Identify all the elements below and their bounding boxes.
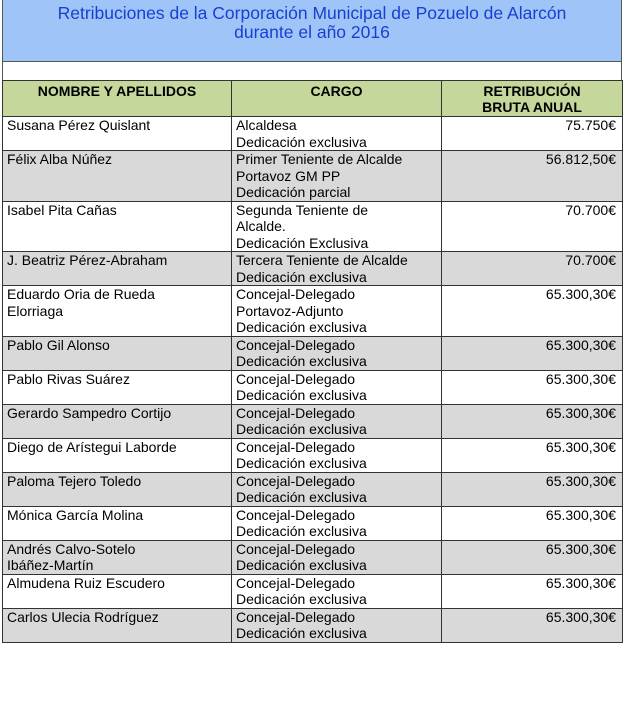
cell-name xyxy=(3,404,232,438)
cell-name xyxy=(3,117,232,151)
position-line: Dedicación exclusiva xyxy=(236,387,367,403)
position-line: Concejal-Delegado xyxy=(236,438,356,455)
position-line: Concejal-Delegado xyxy=(236,286,356,302)
cell-salary: 65.300,30€ xyxy=(442,404,623,438)
position-line: Concejal-Delegado xyxy=(236,472,356,489)
table-row xyxy=(3,608,623,642)
cell-name xyxy=(3,286,232,337)
cell-salary: 70.700€ xyxy=(442,252,623,286)
cell-salary: 65.300,30€ xyxy=(442,540,623,574)
document-title xyxy=(2,0,622,62)
table-row xyxy=(3,472,623,506)
cell-name xyxy=(3,438,232,472)
table-row xyxy=(3,336,623,370)
table-row xyxy=(3,370,623,404)
position-line: Portavoz GM PP xyxy=(236,167,341,184)
header-name: NOMBRE Y APELLIDOS xyxy=(3,81,232,117)
position-line: Concejal-Delegado xyxy=(236,370,356,387)
table-row xyxy=(3,574,623,608)
cell-position xyxy=(232,336,442,370)
cell-salary: 65.300,30€ xyxy=(442,336,623,370)
cell-name xyxy=(3,540,232,574)
cell-salary: 65.300,30€ xyxy=(442,574,623,608)
cell-salary: 65.300,30€ xyxy=(442,608,623,642)
table-row xyxy=(3,438,623,472)
title-line-2: durante el año 2016 xyxy=(234,22,390,42)
cell-position xyxy=(232,574,442,608)
position-line: Dedicación exclusiva xyxy=(236,421,367,437)
cell-name xyxy=(3,252,232,286)
cell-name xyxy=(3,336,232,370)
cell-salary: 75.750€ xyxy=(442,117,623,151)
cell-name xyxy=(3,608,232,642)
cell-position xyxy=(232,252,442,286)
position-line: Dedicación exclusiva xyxy=(236,489,367,505)
name-line: Diego de Arístegui Laborde xyxy=(7,438,177,455)
cell-salary: 70.700€ xyxy=(442,201,623,252)
cell-position xyxy=(232,151,442,202)
name-line: Andrés Calvo-Sotelo xyxy=(7,540,136,557)
cell-salary: 65.300,30€ xyxy=(442,472,623,506)
cell-position xyxy=(232,540,442,574)
header-salary-line-1: RETRIBUCIÓN xyxy=(483,83,581,99)
cell-position xyxy=(232,201,442,252)
position-line: Dedicación exclusiva xyxy=(236,268,367,285)
cell-name xyxy=(3,506,232,540)
table-row xyxy=(3,404,623,438)
name-line: J. Beatriz Pérez-Abraham xyxy=(7,252,168,268)
position-line: Concejal-Delegado xyxy=(236,336,356,353)
cell-position xyxy=(232,608,442,642)
cell-salary: 56.812,50€ xyxy=(442,151,623,202)
cell-name xyxy=(3,201,232,252)
title-spacer xyxy=(2,62,622,80)
position-line: Alcaldesa xyxy=(236,117,297,133)
cell-position xyxy=(232,506,442,540)
position-line: Dedicación exclusiva xyxy=(236,319,367,335)
table-row xyxy=(3,506,623,540)
header-salary-line-2: BRUTA ANUAL xyxy=(482,99,582,115)
title-line-1: Retribuciones de la Corporación Municipal de Pozuelo de Alarcón xyxy=(57,3,567,23)
name-line: Eduardo Oria de Rueda xyxy=(7,286,155,302)
cell-position xyxy=(232,438,442,472)
position-line: Dedicación parcial xyxy=(236,184,351,200)
position-line: Segunda Teniente de xyxy=(236,201,369,218)
name-line: Ibáñez-Martín xyxy=(7,557,94,573)
cell-position xyxy=(232,370,442,404)
position-line: Dedicación exclusiva xyxy=(236,625,367,641)
header-position: CARGO xyxy=(232,81,442,117)
table-header-row xyxy=(3,81,623,117)
table-row xyxy=(3,252,623,286)
cell-salary: 65.300,30€ xyxy=(442,438,623,472)
name-line: Paloma Tejero Toledo xyxy=(7,472,142,489)
name-line: Félix Alba Núñez xyxy=(7,151,113,167)
position-line: Concejal-Delegado xyxy=(236,574,356,591)
cell-name xyxy=(3,151,232,202)
cell-position xyxy=(232,404,442,438)
table-body xyxy=(3,117,623,643)
position-line: Dedicación exclusiva xyxy=(236,133,367,150)
cell-position xyxy=(232,286,442,337)
position-line: Concejal-Delegado xyxy=(236,404,356,421)
name-line: Carlos Ulecia Rodríguez xyxy=(7,608,159,625)
name-line: Mónica García Molina xyxy=(7,506,144,523)
header-salary xyxy=(442,81,623,117)
cell-position xyxy=(232,472,442,506)
table-row xyxy=(3,540,623,574)
position-line: Dedicación exclusiva xyxy=(236,557,367,573)
name-line: Gerardo Sampedro Cortijo xyxy=(7,404,172,421)
position-line: Portavoz-Adjunto xyxy=(236,302,344,319)
position-line: Tercera Teniente de Alcalde xyxy=(236,252,408,268)
cell-name xyxy=(3,472,232,506)
position-line: Dedicación Exclusiva xyxy=(236,234,369,251)
cell-name xyxy=(3,370,232,404)
position-line: Primer Teniente de Alcalde xyxy=(236,151,403,167)
name-line: Almudena Ruiz Escudero xyxy=(7,574,165,591)
cell-salary: 65.300,30€ xyxy=(442,286,623,337)
table-row xyxy=(3,286,623,337)
table-row xyxy=(3,151,623,202)
position-line: Dedicación exclusiva xyxy=(236,455,367,471)
position-line: Concejal-Delegado xyxy=(236,608,356,625)
position-line: Concejal-Delegado xyxy=(236,506,356,523)
position-line: Alcalde. xyxy=(236,218,286,234)
name-line: Isabel Pita Cañas xyxy=(7,201,117,218)
name-line: Elorriaga xyxy=(7,302,64,319)
position-line: Concejal-Delegado xyxy=(236,540,356,557)
cell-salary: 65.300,30€ xyxy=(442,506,623,540)
salary-table xyxy=(2,80,623,643)
table-row xyxy=(3,117,623,151)
cell-position xyxy=(232,117,442,151)
name-line: Susana Pérez Quislant xyxy=(7,117,151,133)
name-line: Pablo Gil Alonso xyxy=(7,336,110,353)
cell-name xyxy=(3,574,232,608)
name-line: Pablo Rivas Suárez xyxy=(7,370,130,387)
position-line: Dedicación exclusiva xyxy=(236,591,367,607)
cell-salary: 65.300,30€ xyxy=(442,370,623,404)
table-row xyxy=(3,201,623,252)
position-line: Dedicación exclusiva xyxy=(236,353,367,369)
position-line: Dedicación exclusiva xyxy=(236,523,367,539)
